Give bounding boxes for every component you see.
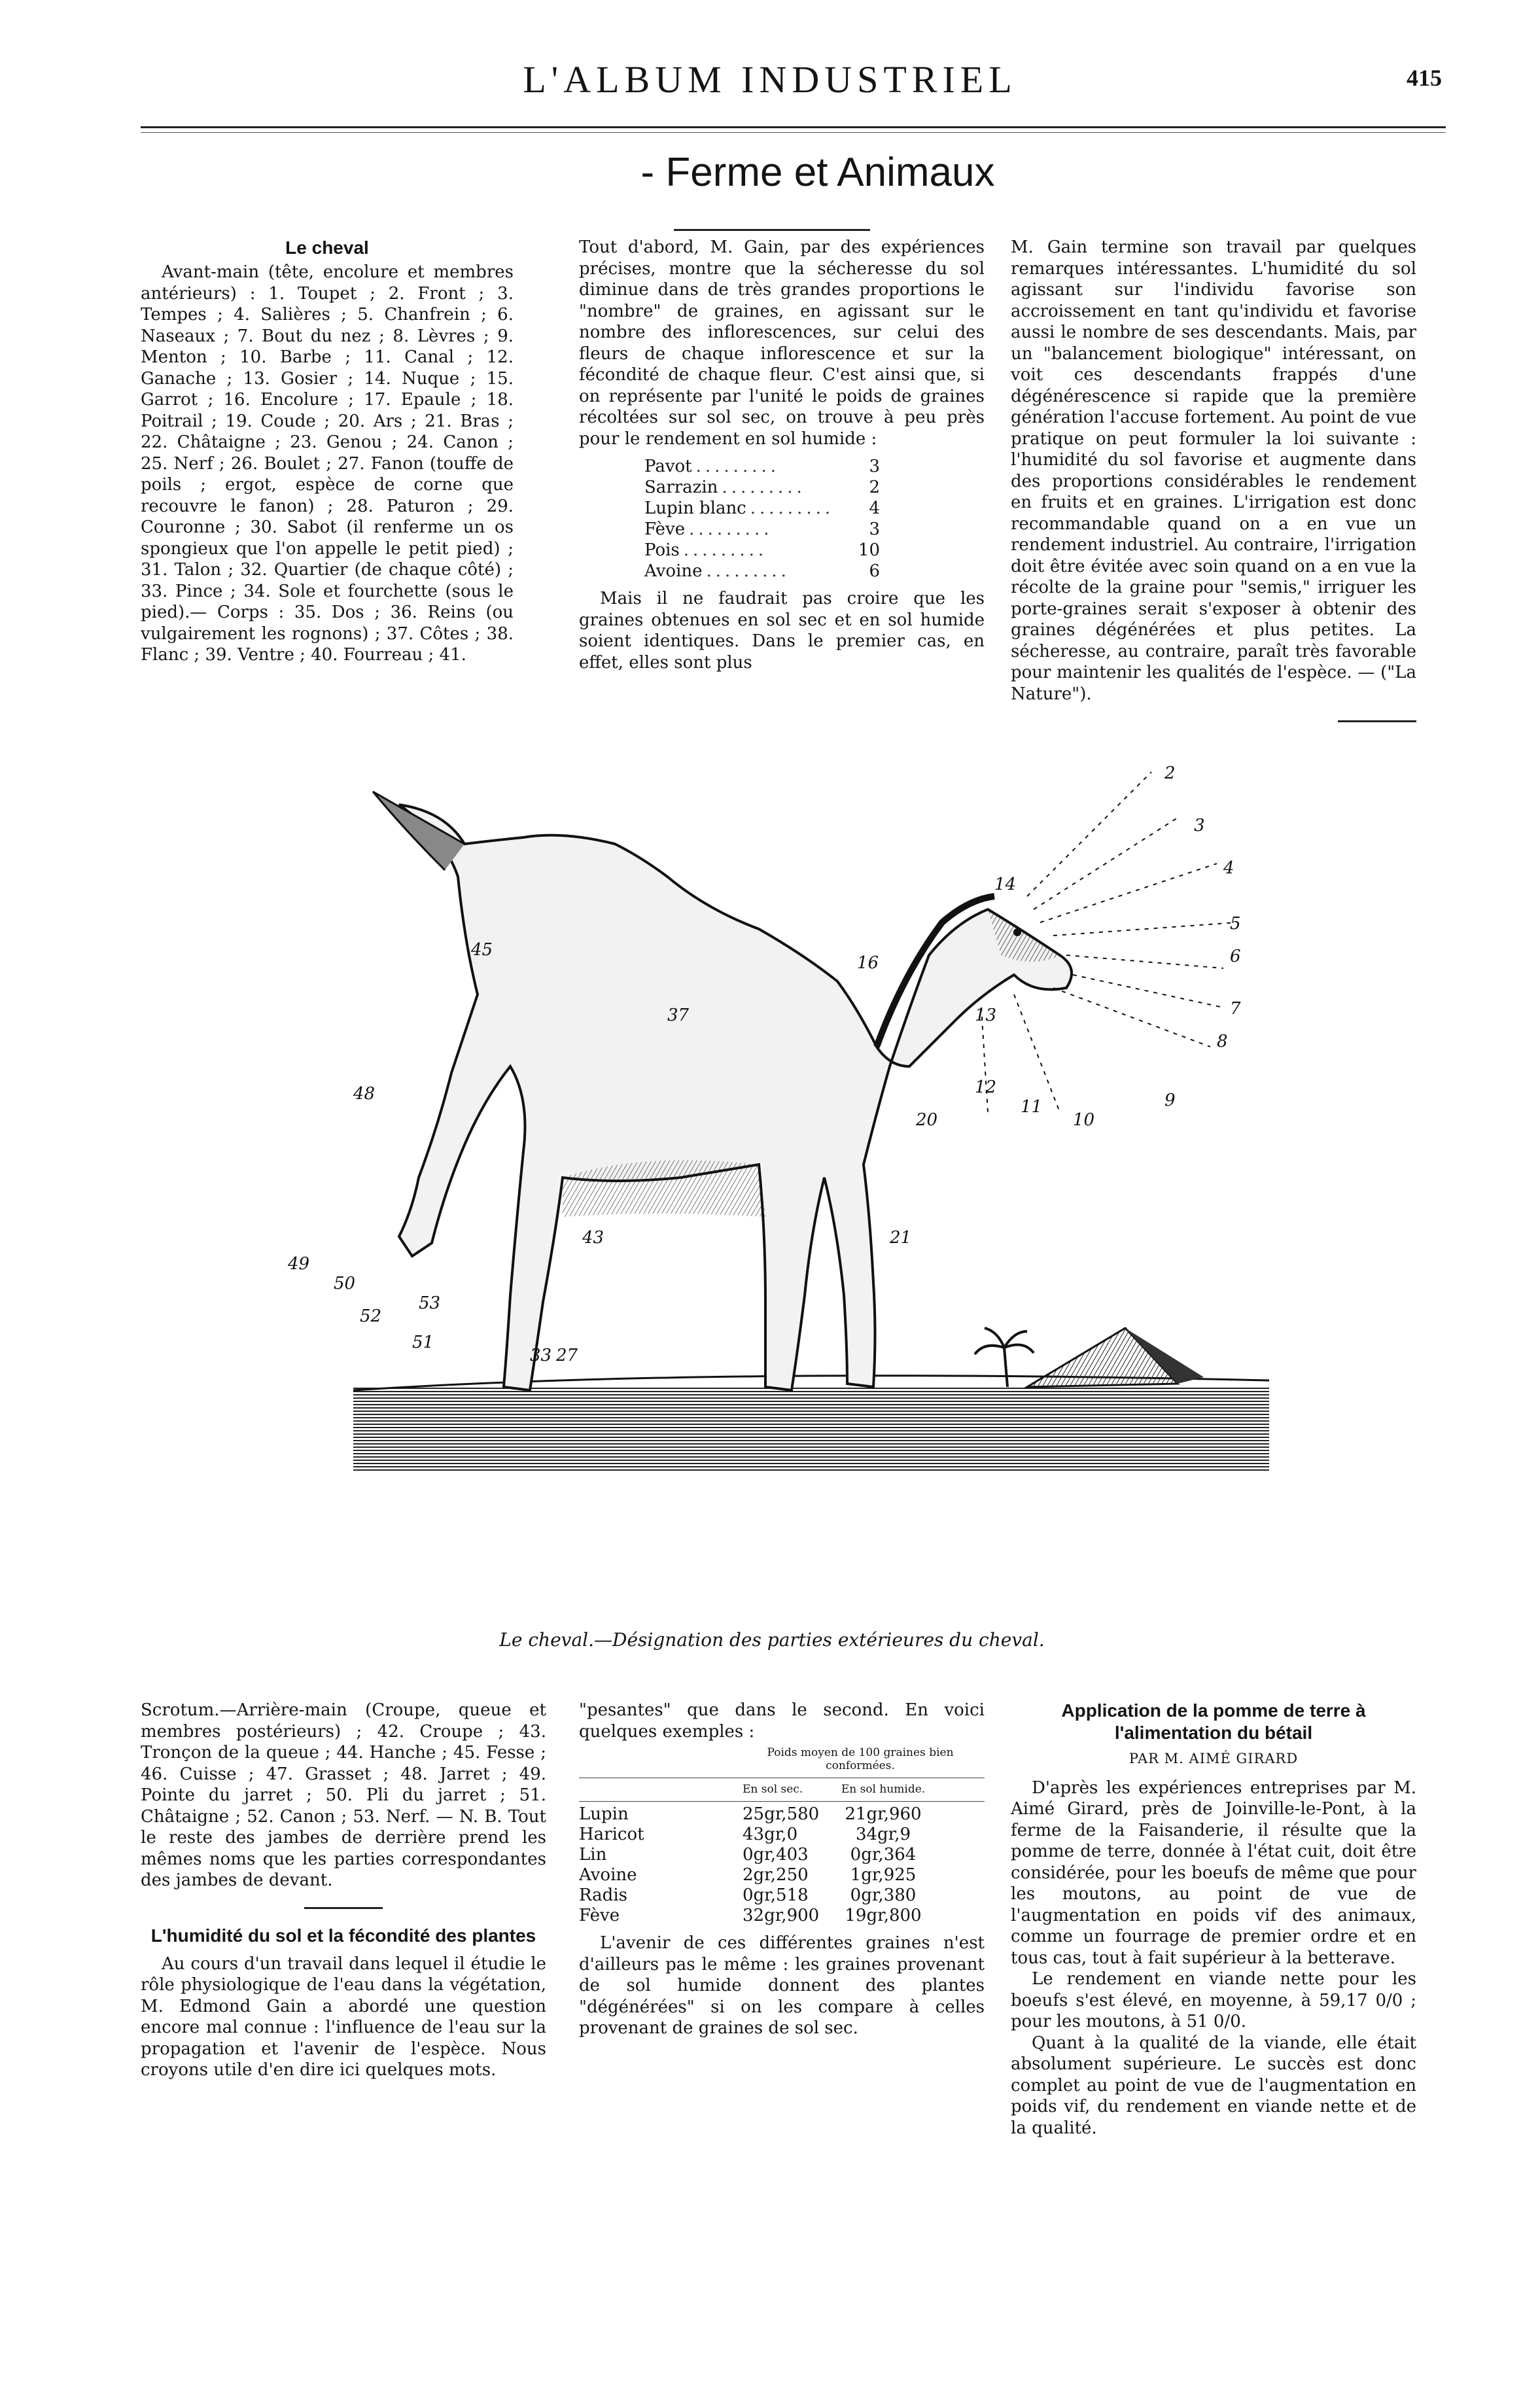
part-label: 52 (360, 1306, 382, 1326)
part-label: 8 (1217, 1032, 1228, 1051)
list-item: Avoine ......... 6 (644, 561, 880, 581)
table-header (579, 1778, 985, 1802)
part-label: 12 (975, 1078, 997, 1097)
part-label: 43 (582, 1228, 604, 1248)
list-item: Sarrazin ......... 2 (644, 478, 880, 497)
cheval-heading: Le cheval (285, 237, 369, 258)
part-label: 20 (916, 1110, 938, 1130)
cheval-continued (141, 1700, 546, 2081)
table-row: Fève 32gr,900 19gr,800 (579, 1906, 922, 1925)
list-item: Pavot ......... 3 (644, 457, 880, 476)
part-label: 27 (556, 1346, 578, 1365)
weights-table (579, 1746, 985, 1926)
pomme-paragraph-1: D'après les expériences entreprises par M. Aimé Girard, près de Joinville-le-Pont, à la ferme de la Faisanderie, il résulte que la pomme de terre, donnée à l'état cuit, doit être considérée, pour les boeufs de même que pour les moutons, au point de vue de l'augmentation en poids vif des animaux, comme un fourrage de premier ordre et en tous cas, tout à fait supérieur à la betterave. (1011, 1778, 1416, 1968)
page-number: 415 (1407, 65, 1442, 91)
column-header: En sol sec. (743, 1783, 803, 1796)
part-label: 48 (353, 1084, 376, 1104)
part-label: 50 (334, 1274, 356, 1293)
running-title: L'ALBUM INDUSTRIEL (523, 58, 1017, 101)
part-label: 53 (419, 1293, 441, 1313)
humidite-continued-top (579, 237, 985, 673)
part-label: 6 (1230, 947, 1241, 966)
part-label: 33 (530, 1346, 552, 1365)
part-label: 21 (890, 1228, 912, 1248)
part-label: 14 (994, 875, 1017, 894)
part-label: 51 (412, 1333, 434, 1352)
palm-tree-icon (975, 1328, 1034, 1387)
table-row: Lin 0gr,403 0gr,364 (579, 1845, 917, 1865)
pomme-heading: Application de la pomme de terre à l'alimentation du bétail (1061, 1700, 1366, 1743)
pomme-paragraph-3: Quant à la qualité de la viande, elle était absolument supérieure. Le succès est donc complet au point de vue de l'augmentation en poids vif, du rendement en viande nette et de la qualité. (1011, 2033, 1416, 2138)
horse-engraving (249, 759, 1295, 1622)
part-label: 11 (1021, 1097, 1043, 1117)
humidite-paragraph-2: Tout d'abord, M. Gain, par des expériences précises, montre que la sécheresse du sol diminue dans de très grandes proportions le "nombre" de graines, en agissant sur le nombre des inflorescences, sur celui des fleurs de chaque inflorescence et sur la fécondité de chaque fleur. C'est ainsi que, si on représente par l'unité le poids de graines récoltées sur sol sec, on trouve à peu près pour le rendement en sol humide : (579, 237, 985, 449)
section-title: - Ferme et Animaux (640, 150, 995, 195)
table-row: Avoine 2gr,250 1gr,925 (579, 1865, 917, 1885)
pyramid-icon (1027, 1328, 1204, 1387)
list-item: Fève ......... 3 (644, 519, 880, 539)
humidite-paragraph-1: Au cours d'un travail dans lequel il étudie le rôle physiologique de l'eau dans la végétation, M. Edmond Gain a abordé une question encore mal connue : l'influence de l'eau sur la propagation et l'avenir de l'espèce. Nous croyons utile d'en dire ici quelques mots. (141, 1954, 546, 2080)
humidite-continued-right (1011, 237, 1416, 738)
part-label: 13 (975, 1006, 997, 1025)
part-label: 4 (1223, 858, 1234, 878)
cheval-paragraph-2: Scrotum.—Arrière-main (Croupe, queue et membres postérieurs) ; 42. Croupe ; 43. Tronçon de la queue ; 44. Hanche ; 45. Fesse ; 46. Cuisse ; 47. Grasset ; 48. Jarret ; 49. Pointe du jarret ; 50. Pli du jarret ; 51. Châtaigne ; 52. Canon ; 53. Nerf. — N. B. Tout le reste des jambes de derrière prend les mêmes noms que les parties correspondantes des jambes de devant. (141, 1700, 546, 1890)
horse-figure (373, 792, 1072, 1390)
part-label: 37 (667, 1006, 690, 1025)
part-label: 49 (288, 1254, 310, 1274)
humidite-table-block (579, 1700, 985, 2039)
part-label: 2 (1164, 763, 1176, 783)
section-divider (304, 1907, 383, 1909)
column-header: En sol humide. (841, 1783, 926, 1796)
list-item: Lupin blanc ......... 4 (644, 499, 880, 518)
humidite-paragraph-3: Mais il ne faudrait pas croire que les graines obtenues en sol sec et en sol humide soient identiques. Dans le premier cas, en effet, elles sont plus (579, 589, 985, 673)
humidite-paragraph-5: L'avenir de ces différentes graines n'est d'ailleurs pas le même : les graines provenant de sol humide donnent des plantes "dégénérées" si on les compare à celles provenant de graines de sol sec. (579, 1933, 985, 2038)
part-label: 45 (471, 940, 493, 960)
part-label: 16 (857, 953, 879, 973)
humidite-paragraph-6: M. Gain termine son travail par quelques remarques intéressantes. L'humidité du sol agissant sur l'individu favorise son accroissement en tant qu'individu et favorise aussi le nombre de ses descendants. Mais, par un "balancement biologique" intéressant, on voit ces descendants frappés d'une dégénérescence si rapide que la première génération l'accuse fortement. Au point de vue pratique on peut formuler la loi suivante : l'humidité du sol favorise et augmente dans des proportions considérables le rendement en fruits et en graines. L'irrigation est donc recommandable quand on a en vue un rendement industriel. Au contraire, l'irrigation doit être évitée avec soin quand on a en vue la récolte de la graine pour "semis," irriguer les porte-graines serait s'exposer à obtenir des graines dégénérées et plus petites. La sécheresse, au contraire, paraît très favorable pour maintenir les qualités de l'espèce. — ("La Nature"). (1011, 237, 1416, 704)
pomme-byline: PAR M. AIMÉ GIRARD (1129, 1751, 1299, 1766)
ground (353, 1376, 1269, 1472)
table-row: Lupin 25gr,580 21gr,960 (579, 1804, 922, 1824)
title-rule (674, 229, 870, 231)
figure-caption: Le cheval.—Désignation des parties extérieures du cheval. (499, 1629, 1045, 1651)
part-label: 3 (1194, 816, 1205, 835)
humidite-paragraph-4: "pesantes" que dans le second. En voici quelques exemples : (579, 1700, 985, 1742)
header-rule-thin (141, 132, 1446, 133)
pomme-paragraph-2: Le rendement en viande nette pour les boeufs s'est élevé, en moyenne, à 59,17 0/0 ; pour les moutons, à 51 0/0. (1011, 1969, 1416, 2031)
cheval-paragraph-1: Avant-main (tête, encolure et membres antérieurs) : 1. Toupet ; 2. Front ; 3. Tempes ; 4. Salières ; 5. Chanfrein ; 6. Naseaux ; 7. Bout du nez ; 8. Lèvres ; 9. Menton ; 10. Barbe ; 11. Canal ; 12. Ganache ; 13. Gosier ; 14. Nuque ; 15. Garrot ; 16. Encolure ; 17. Epaule ; 18. Poitrail ; 19. Coude ; 20. Ars ; 21. Bras ; 22. Châtaigne ; 23. Genou ; 24. Canon ; 25. Nerf ; 26. Boulet ; 27. Fanon (touffe de poils ; ergot, espèce de corne que recouvre le fanon) ; 28. Paturon ; 29. Couronne ; 30. Sabot (il renferme un os spongieux que l'on appelle le petit pied) ; 31. Talon ; 32. Quartier (de chaque côté) ; 33. Pince ; 34. Sole et fourchette (sous le pied).— Corps : 35. Dos ; 36. Reins (ou vulgairement les rognons) ; 37. Côtes ; 38. Flanc ; 39. Ventre ; 40. Fourreau ; 41. (141, 262, 514, 665)
ratio-list (644, 456, 880, 582)
header-rule (141, 126, 1446, 128)
table-row: Haricot 43gr,0 34gr,9 (579, 1825, 911, 1844)
end-rule (1338, 720, 1416, 722)
part-label: 5 (1230, 914, 1241, 934)
humidite-heading: L'humidité du sol et la fécondité des plantes (150, 1925, 536, 1946)
table-row: Radis 0gr,518 0gr,380 (579, 1885, 917, 1905)
part-label: 7 (1230, 999, 1241, 1019)
list-item: Pois ......... 10 (644, 540, 880, 560)
cheval-article (141, 237, 514, 666)
pomme-article (1011, 1700, 1416, 2139)
part-label: 10 (1073, 1110, 1095, 1130)
table-title: Poids moyen de 100 graines bien conformées. (767, 1746, 954, 1772)
part-label: 9 (1164, 1091, 1176, 1110)
